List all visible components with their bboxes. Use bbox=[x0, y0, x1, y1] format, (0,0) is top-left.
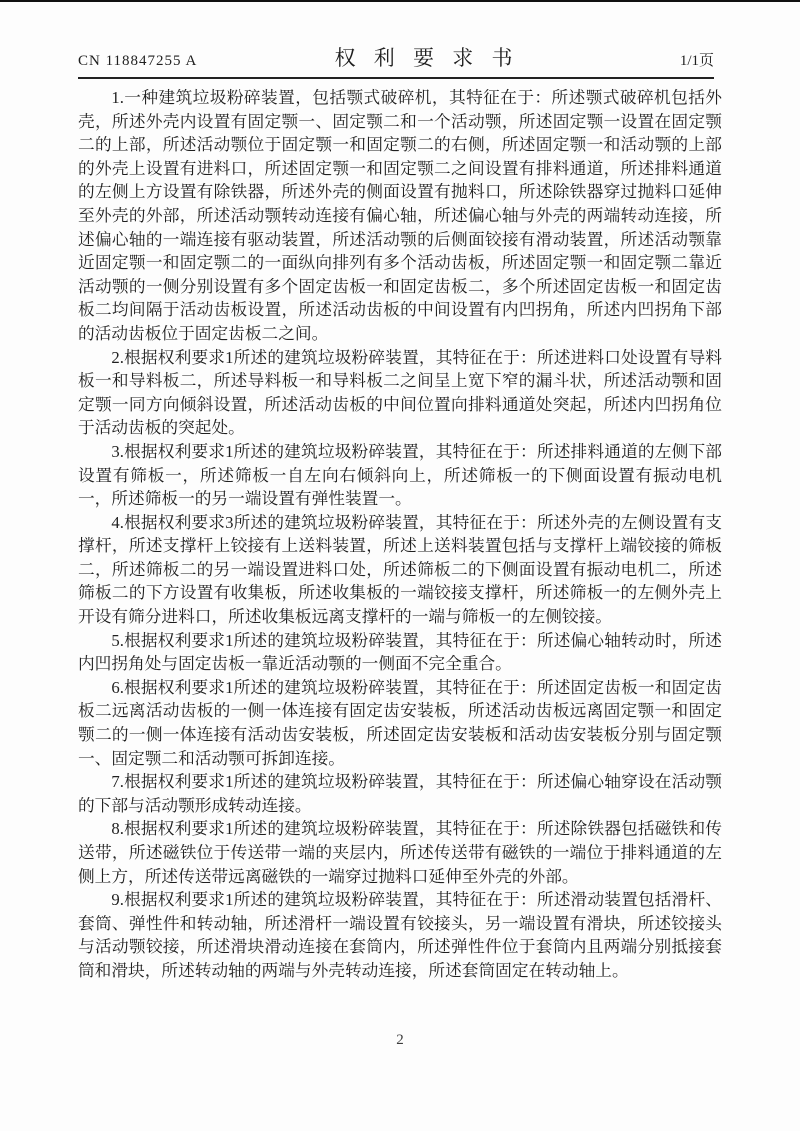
page-indicator: 1/1页 bbox=[679, 53, 714, 69]
claim-paragraph-3: 3.根据权利要求1所述的建筑垃圾粉碎装置，其特征在于：所述排料通道的左侧下部设置有筛板一，所述筛板一自左向右倾斜向上，所述筛板一的下侧面设置有振动电机一，所述筛板一的另一端设置有弹性装置一。 bbox=[78, 441, 722, 509]
publication-number: CN 118847255 A bbox=[78, 53, 198, 69]
claim-paragraph-6: 6.根据权利要求1所述的建筑垃圾粉碎装置，其特征在于：所述固定齿板一和固定齿板二远离活动齿板的一侧一体连接有固定齿安装板，所述活动齿板远离固定颚一和固定颚二的一侧一体连接有活动齿安装板，所述固定齿安装板和活动齿安装板分别与固定颚一、固定颚二和活动颚可拆卸连接。 bbox=[78, 677, 722, 768]
claim-paragraph-9: 9.根据权利要求1所述的建筑垃圾粉碎装置，其特征在于：所述滑动装置包括滑杆、套筒、弹性件和转动轴，所述滑杆一端设置有铰接头，另一端设置有滑块，所述铰接头与活动颚铰接，所述滑块滑动连接在套筒内，所述弹性件位于套筒内且两端分别抵接套筒和滑块，所述转动轴的两端与外壳转动连接，所述套筒固定在转动轴上。 bbox=[78, 890, 722, 980]
page-header bbox=[78, 42, 714, 79]
page-number: 2 bbox=[396, 1032, 404, 1048]
scan-edge-line bbox=[0, 0, 800, 2]
claim-paragraph-1: 1.一种建筑垃圾粉碎装置，包括颚式破碎机，其特征在于：所述颚式破碎机包括外壳，所述外壳内设置有固定颚一、固定颚二和一个活动颚，所述固定颚一设置在固定颚二的上部，所述活动颚位于固定颚一和固定颚二的右侧，所述固定颚一和活动颚的上部的外壳上设置有进料口，所述固定颚一和固定颚二之间设置有排料通道，所述排料通道的左侧上方设置有除铁器，所述外壳的侧面设置有抛料口，所述除铁器穿过抛料口延伸至外壳的外部，所述活动颚转动连接有偏心轴，所述偏心轴与外壳的两端转动连接，所述偏心轴的一端连接有驱动装置，所述活动颚的后侧面铰接有滑动装置，所述活动颚靠近固定颚一和固定颚二的一面纵向排列有多个活动齿板，所述固定颚一和固定颚二靠近活动颚的一侧分别设置有多个固定齿板一和固定齿板二，多个所述固定齿板一和固定齿板二均间隔于活动齿板设置，所述活动齿板的中间设置有内凹拐角，所述内凹拐角下部的活动齿板位于固定齿板二之间。 bbox=[78, 88, 722, 343]
claims-section bbox=[78, 86, 722, 983]
document-title: 权 利 要 求 书 bbox=[334, 46, 515, 70]
claim-paragraph-4: 4.根据权利要求3所述的建筑垃圾粉碎装置，其特征在于：所述外壳的左侧设置有支撑杆，所述支撑杆上铰接有上送料装置，所述上送料装置包括与支撑杆上端铰接的筛板二，所述筛板二的另一端设置进料口处，所述筛板二的下侧面设置有振动电机二，所述筛板二的下方设置有收集板，所述收集板的一端铰接支撑杆，所述筛板一的左侧外壳上开设有筛分进料口，所述收集板远离支撑杆的一端与筛板一的左侧铰接。 bbox=[78, 512, 722, 627]
claim-paragraph-2: 2.根据权利要求1所述的建筑垃圾粉碎装置，其特征在于：所述进料口处设置有导料板一和导料板二，所述导料板一和导料板二之间呈上宽下窄的漏斗状，所述活动颚和固定颚一同方向倾斜设置，所述活动齿板的中间位置向排料通道处突起，所述内凹拐角位于活动齿板的突起处。 bbox=[78, 347, 722, 438]
page-footer bbox=[0, 1032, 800, 1049]
claim-paragraph-8: 8.根据权利要求1所述的建筑垃圾粉碎装置，其特征在于：所述除铁器包括磁铁和传送带，所述磁铁位于传送带一端的夹层内，所述传送带有磁铁的一端位于排料通道的左侧上方，所述传送带远离磁铁的一端穿过抛料口延伸至外壳的外部。 bbox=[78, 819, 722, 886]
claim-paragraph-5: 5.根据权利要求1所述的建筑垃圾粉碎装置，其特征在于：所述偏心轴转动时，所述内凹拐角处与固定齿板一靠近活动颚的一侧面不完全重合。 bbox=[78, 630, 722, 674]
claim-paragraph-7: 7.根据权利要求1所述的建筑垃圾粉碎装置，其特征在于：所述偏心轴穿设在活动颚的下部与活动颚形成转动连接。 bbox=[78, 772, 722, 815]
